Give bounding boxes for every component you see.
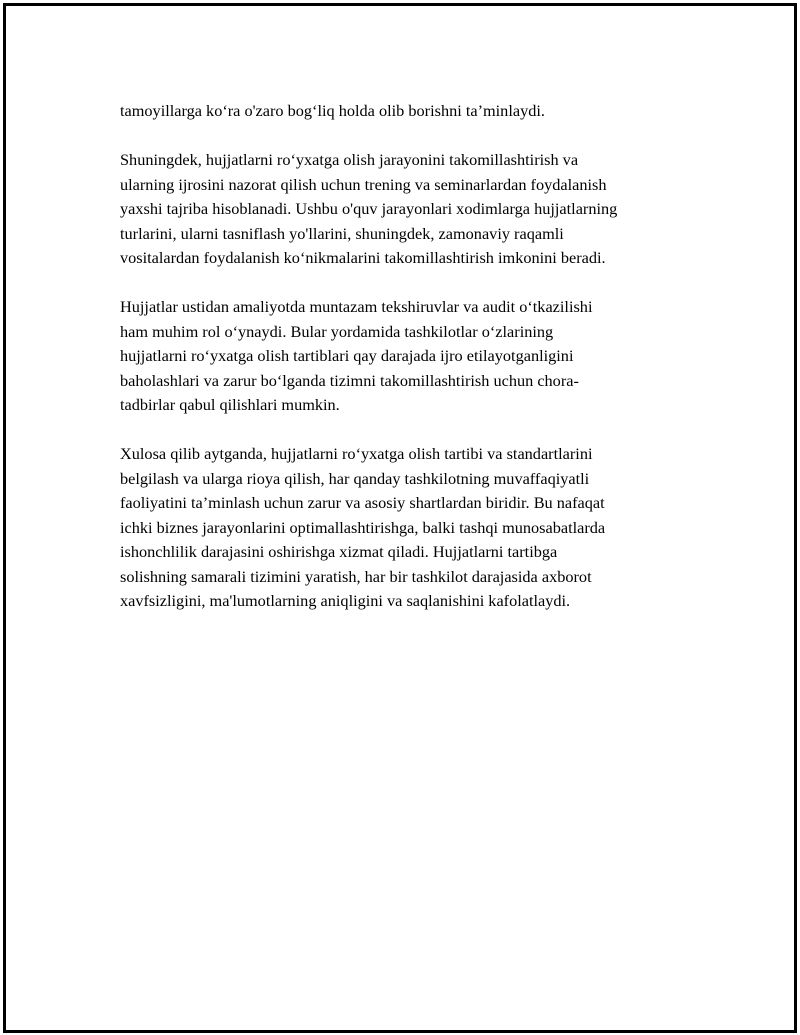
paragraph-conclusion: Xulosa qilib aytganda, hujjatlarni ro‘yxatga olish tartibi va standartlarini belgilash va ularga rioya qilish, har qanday tashkilotning muvaffaqiyatli faoliyatini ta’minlash uchun zarur va asosiy shartlardan biridir. Bu nafaqat ichki biznes jarayonlarini optimallashtirishga, balki tashqi munosabatlarda ishonchlilik darajasini oshirishga xizmat qiladi. Hujjatlarni tartibga solishning samarali tizimini yaratish, har bir tashkilot darajasida axborot xavfsizligini, ma'lumotlarning aniqligini va saqlanishini kafolatlaydi.: [120, 444, 606, 610]
document-body: [120, 99, 700, 614]
paragraph-audit: Hujjatlar ustidan amaliyotda muntazam tekshiruvlar va audit o‘tkazilishi ham muhim rol o‘ynaydi. Bular yordamida tashkilotlar o‘zlarining hujjatlarni ro‘yxatga olish tartiblari qay darajada ijro etilayotganligini baholashlari va zarur bo‘lganda tizimni takomillashtirish uchun chora- tadbirlar qabul qilishlari mumkin.: [120, 297, 593, 414]
document-page: [3, 3, 797, 1033]
paragraph-training: Shuningdek, hujjatlarni ro‘yxatga olish jarayonini takomillashtirish va ularning ijrosini nazorat qilish uchun trening va seminarlardan foydalanish yaxshi tajriba hisoblanadi. Ushbu o'quv jarayonlari xodimlarga hujjatlarning turlarini, ularni tasniflash yo'llarini, shuningdek, zamonaviy raqamli vositalardan foydalanish ko‘nikmalarini takomillashtirish imkonini beradi.: [120, 150, 618, 267]
paragraph-continuation: tamoyillarga ko‘ra o'zaro bog‘liq holda olib borishni ta’minlaydi.: [120, 101, 545, 120]
